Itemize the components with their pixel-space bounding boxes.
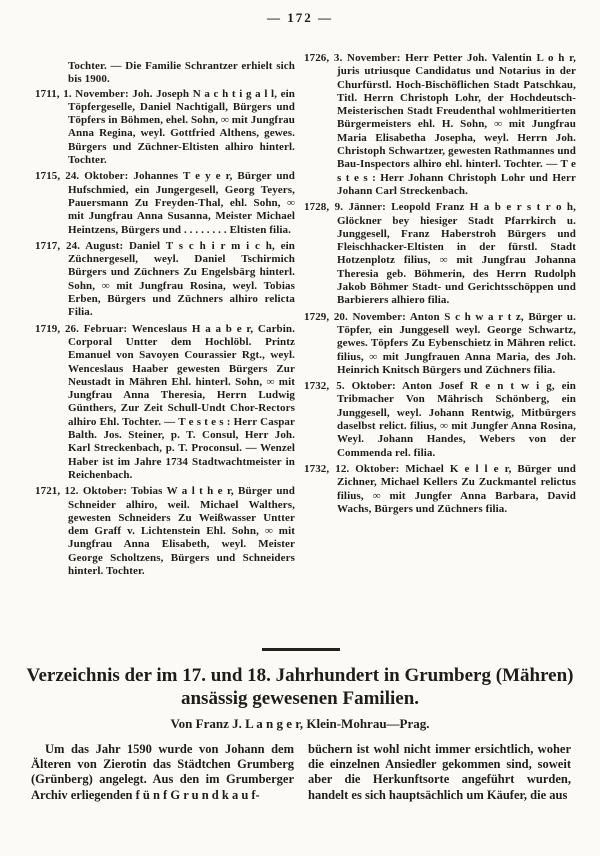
article-body [31, 742, 571, 803]
entry-year: 1728, [304, 201, 330, 214]
article-title: Verzeichnis der im 17. und 18. Jahrhundert in Grumberg (Mähren) ansässig gewesenen Familien. [26, 665, 574, 709]
record-entry [35, 485, 295, 578]
entry-text: 1. November: Joh. Joseph N a c h t i g a l l, ein Töpfergeselle, Daniel Nachtigall, Bürgers und Töpfers in Böhmen, ehel. Sohn, ∞ mit Jungfrau Anna Regina, weyl. Gottfried Althens, gewes. Bürgers und Züchner-Eltisten alhiro hinterl. Tochter. [63, 87, 295, 167]
record-entry [304, 201, 576, 307]
entry-text: 3. November: Herr Petter Joh. Valentin L o h r, juris utriusque Candidatus und Notarius in der Churfürstl. Hoch-Bischöflichen Stadt Patschkau, Titl. Herrn Christoph Lohr, der Hochdeutsch-Meisterischen Stadt Freudenthal wohlmeritierten Bürgermeisters ehl. H. Sohn, ∞ mit Jungfrau Maria Elisabetha Josepha, weyl. Herrn Joh. Christoph Schwartzer, gewesten Rathmannes und Bau-Inspectors alhiro ehl. hinterl. Tochter. — T e s t e s : Herr Johann Christoph Lohr und Herr Johann Carl Streckenbach. [333, 52, 576, 197]
entry-text: 5. Oktober: Anton Josef R e n t w i g, ein Tribmacher Von Mährisch Schönberg, ein Junggesell, weyl. Johann Rentwig, Mitbürgers daselbst relict. filius, ∞ mit Jungfer Anna Rosina, Weyl. Johann Handes, Webers von der Commenda rel. filia. [336, 380, 576, 459]
entry-text: 24. Oktober: Johannes T e y e r, Bürger und Hufschmied, ein Jungergesell, Georg Teyers, Pauersmann Zu Freyden-Thal, ehl. Sohn, ∞ mit Jungfrau Anna Susanna, Meister Michael Heintzens, Bürgers und . . . . . . . . Eltisten filia. [65, 170, 295, 236]
entry-year: 1711, [35, 87, 60, 100]
article-column-left [31, 742, 294, 803]
record-entry [35, 170, 295, 236]
article-paragraph-right: büchern ist wohl nicht immer ersichtlich, woher die einzelnen Ansiedler gekommen sind, soweit aber die Herkunftsorte angeführt wurden, handelt es sich hauptsächlich um Käufer, die aus [308, 742, 571, 802]
article-byline: Von Franz J. L a n g e r, Klein-Mohrau—Prag. [170, 716, 430, 731]
record-entry [304, 52, 576, 198]
article-column-right [308, 742, 571, 803]
entry-year: 1715, [35, 170, 61, 183]
entry-year: 1732, [304, 462, 330, 475]
entry-year: 1719, [35, 322, 61, 335]
record-continuation-text: Tochter. — Die Familie Schrantzer erhielt sich bis 1900. [68, 60, 295, 86]
entry-text: 24. August: Daniel T s c h i r m i c h, ein Züchnergesell, weyl. Daniel Tschirmich Bürgers und Züchners Zu Engelsbärg hinterl. Sohn, ∞ mit Jungfrau Rosina, weyl. Tobias Erben, Bürgers und Züchners alhiro relicta Filia. [66, 239, 295, 319]
record-entry [35, 240, 295, 320]
entry-text: 26. Februar: Wenceslaus H a a b e r, Carbin. Corporal Untter dem Hochlöbl. Printz Emanuel von Savoyen Courassier Rgt., weyl. Wenceslaus Haaber gewesten Bürgers Zur Neustadt in Mähren Ehl. hinterl. Sohn, ∞ mit Jungfrau Anna Theresia, Herrn Ludwig Günthers, Zur Zeit Schull-Undt Chor-Rectors alhiro Ehl. Tochter. — T e s t e s : Herr Caspar Balth. Jos. Steiner, p. T. Consul, Herr Joh. Karl Streckenbach, p. T. Proconsul. — Wenzel Haber ist im Jahre 1734 Stadtwachtmeister in Reichenbach. [64, 322, 295, 481]
record-entry [304, 311, 576, 377]
entry-text: 12. Oktober: Michael K e l l e r, Bürger und Zichner, Michael Kellers Zu Zuckmantel relictus filius, ∞ mit Jungfer Anna Barbara, David Wachs, Bürgers und Züchners filia. [335, 462, 576, 515]
entry-text: 12. Oktober: Tobias W a l t h e r, Bürger und Schneider alhiro, weil. Michael Walthers, gewesten Schneiders Zu Weißwasser Untter dem Graff v. Lichtenstein Ehl. Sohn, ∞ mit Jungfrau Anna Elisabeth, weyl. Meister George Scholtzens, Bürgers und Schneiders hinterl. Tochter. [64, 485, 295, 577]
section-divider-rule [262, 648, 340, 651]
record-entry [35, 323, 295, 483]
page-number: — 172 — [267, 10, 333, 25]
entry-year: 1729, [304, 310, 330, 323]
record-entry [304, 380, 576, 460]
records-column-left [35, 60, 295, 581]
entry-year: 1732, [304, 380, 330, 393]
record-entry [304, 463, 576, 516]
records-column-right [304, 52, 576, 519]
entry-year: 1726, [304, 52, 330, 64]
entry-text: 20. November: Anton S c h w a r t z, Bürger u. Töpfer, ein Junggesell weyl. George Schwartz, gewes. Töpfers Zu Eybenschietz in Mähren relict. filius, ∞ mit Jungfrauen Anna Maria, des Joh. Heinrich Knitsch Bürgers und Züchners filia. [333, 310, 576, 376]
entry-text: 9. Jänner: Leopold Franz H a b e r s t r o h, Glöckner bey hiesiger Stadt Pfarrkirch u. Junggesell, Franz Haberstroh Bürgers und Fleischhacker-Eltisten in der fürstl. Stadt Hotzenplotz filius, ∞ mit Jungfrau Johanna Theresia geb. Böhmerin, des Herrn Rudolph Jakob Böhmer Stadt- und Gerichtsschöppen und Barbierers alhiero filia. [334, 201, 576, 307]
entry-year: 1717, [35, 239, 61, 252]
record-entry [35, 88, 295, 168]
article-paragraph-left: Um das Jahr 1590 wurde von Johann dem Älteren von Zierotin das Städtchen Grumberg (Grünberg) angelegt. Aus den im Grumberger Archiv erliegenden f ü n f G r u n d k a u f- [31, 742, 294, 802]
entry-year: 1721, [35, 485, 61, 498]
